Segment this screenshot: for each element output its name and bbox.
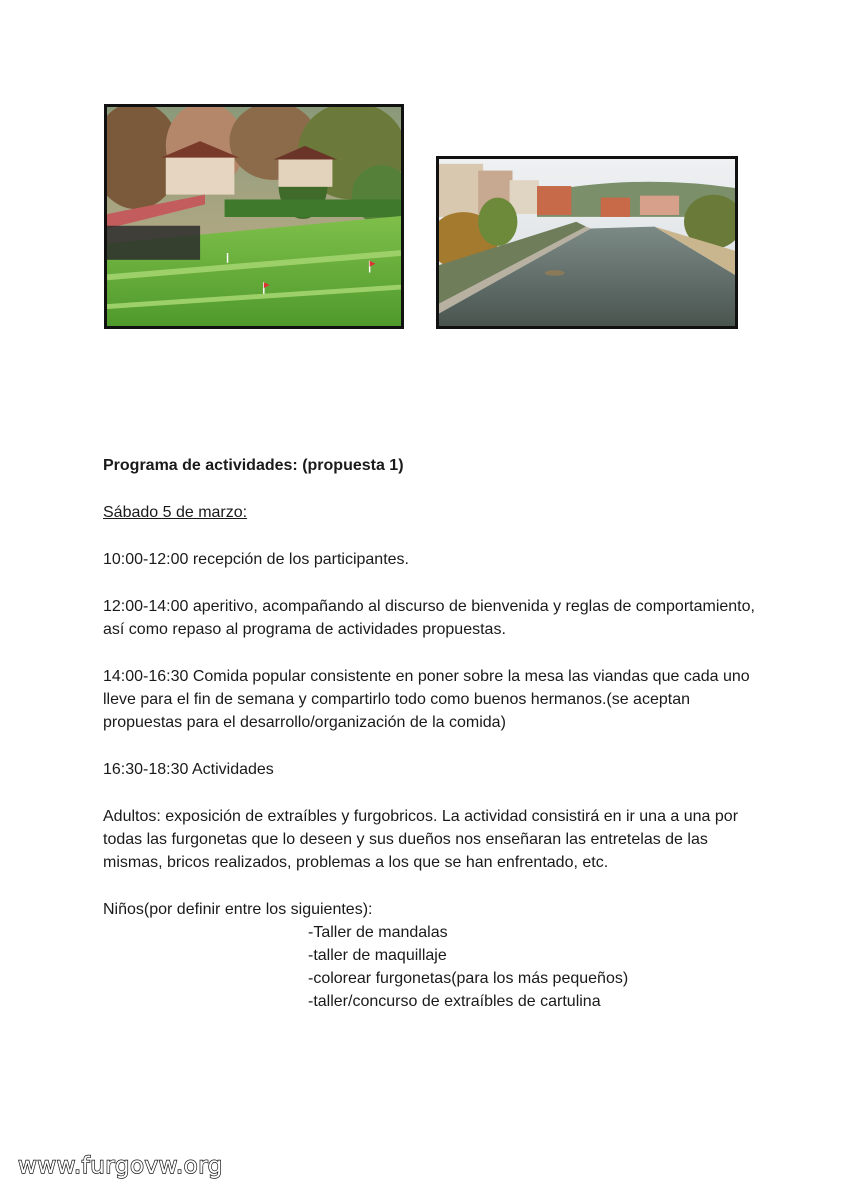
schedule-item: 12:00-14:00 aperitivo, acompañando al discurso de bienvenida y reglas de comportamiento, así como repaso al programa de actividades propuestas.: [103, 598, 755, 638]
kids-activities-title: Niños(por definir entre los siguientes):: [103, 901, 373, 918]
schedule-item: 14:00-16:30 Comida popular consistente en poner sobre la mesa las viandas que cada uno lleve para el fin de semana y compartirlo todo como buenos hermanos.(se aceptan propuestas para el desarrollo/organización de la comida): [103, 668, 750, 731]
list-item: -taller de maquillaje: [308, 947, 447, 964]
adults-activity: Adultos: exposición de extraíbles y furgobricos. La actividad consistirá en ir una a una por todas las furgonetas que lo deseen y sus dueños nos enseñaran las entretelas de las mismas, bricos realizados, problemas a los que se han enfrentado, etc.: [103, 808, 739, 871]
list-item: -colorear furgonetas(para los más pequeños): [308, 970, 629, 987]
river-town-illustration: [439, 159, 735, 326]
program-heading: Programa de actividades: (propuesta 1): [103, 457, 404, 474]
list-item: -taller/concurso de extraíbles de cartulina: [308, 993, 601, 1010]
schedule-item: 16:30-18:30 Actividades: [103, 761, 274, 778]
list-item: -Taller de mandalas: [308, 924, 448, 941]
golf-course-illustration: [107, 107, 401, 326]
schedule-item: 10:00-12:00 recepción de los participantes.: [103, 551, 409, 568]
site-watermark: www.furgovw.org: [18, 1153, 223, 1179]
kids-activities-list: [308, 921, 763, 1013]
golf-course-photo: [104, 104, 404, 329]
activity-program: [103, 454, 763, 1013]
program-date: Sábado 5 de marzo:: [103, 504, 248, 521]
river-town-photo: [436, 156, 738, 329]
